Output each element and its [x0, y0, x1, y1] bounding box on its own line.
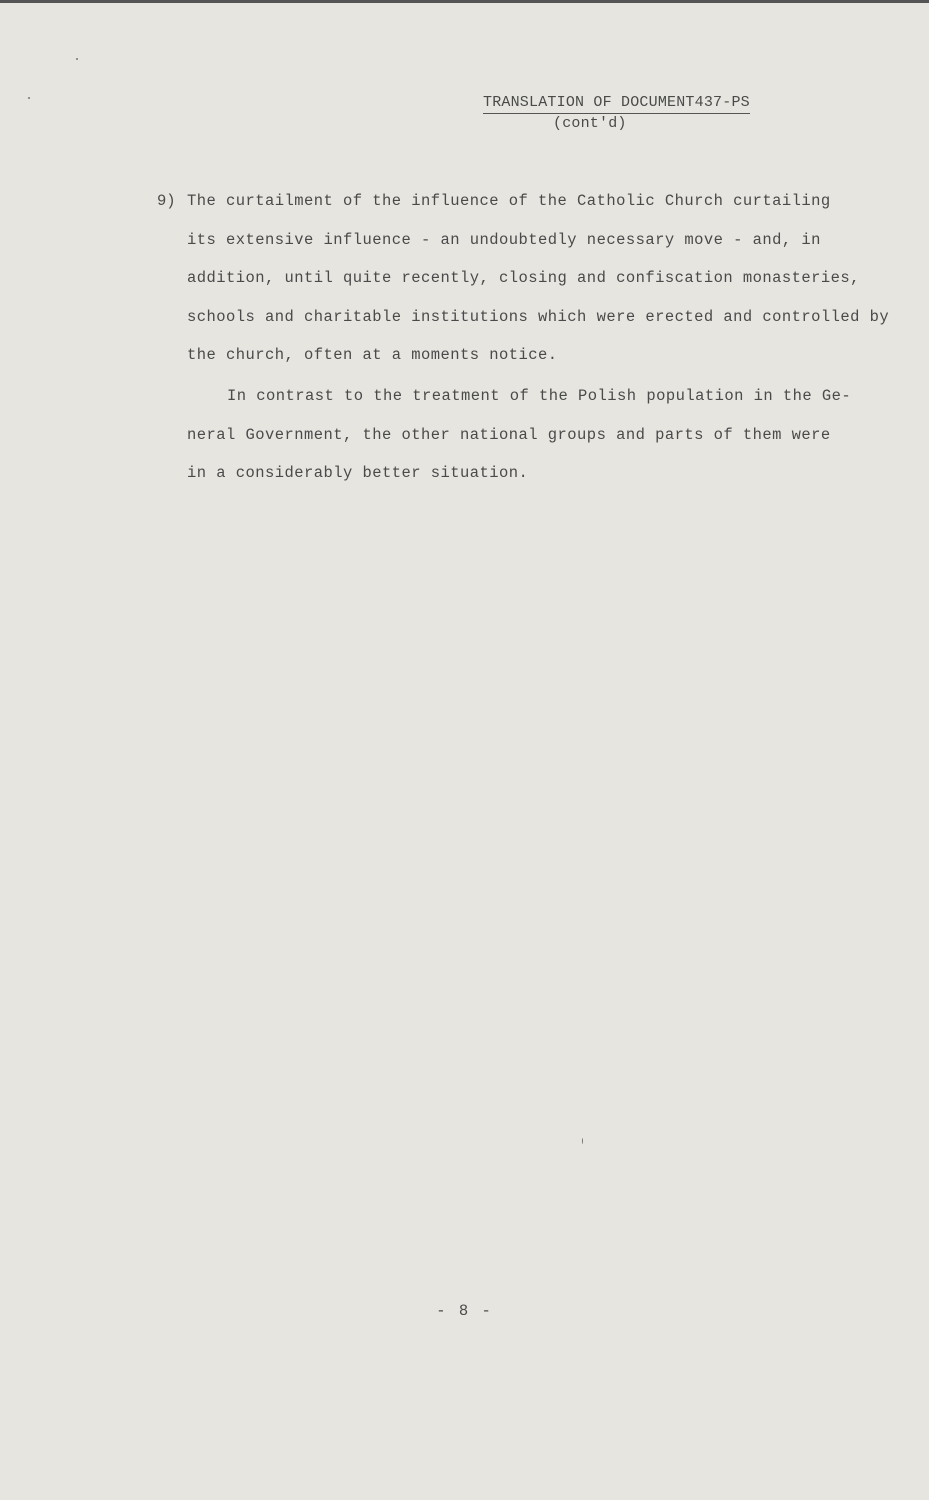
header-subtitle: (cont'd) [553, 115, 627, 132]
paper-speck [582, 1138, 583, 1144]
paragraph-2 [187, 377, 887, 493]
paragraph-line: In contrast to the treatment of the Polish population in the Ge- [227, 387, 852, 405]
page-top-edge [0, 0, 929, 3]
paragraph-1 [187, 182, 890, 375]
paragraph-line: The curtailment of the influence of the Catholic Church curtailing [187, 192, 831, 210]
paragraph-number: 9) [157, 192, 176, 210]
paragraph-line: in a considerably better situation. [187, 464, 529, 482]
paper-speck [76, 58, 78, 60]
page-number: - 8 - [436, 1302, 493, 1320]
paragraph-line: its extensive influence - an undoubtedly necessary move - and, in [187, 230, 821, 249]
document-header [483, 93, 773, 134]
paper-speck [28, 97, 30, 99]
paragraph-line: neral Government, the other national groups and parts of them were [187, 425, 831, 444]
paragraph-line: addition, until quite recently, closing and confiscation monasteries, [187, 269, 860, 287]
paragraph-line: schools and charitable institutions which were erected and controlled by [187, 307, 890, 326]
header-title: TRANSLATION OF DOCUMENT437-PS [483, 93, 750, 114]
paragraph-line: the church, often at a moments notice. [187, 346, 558, 364]
